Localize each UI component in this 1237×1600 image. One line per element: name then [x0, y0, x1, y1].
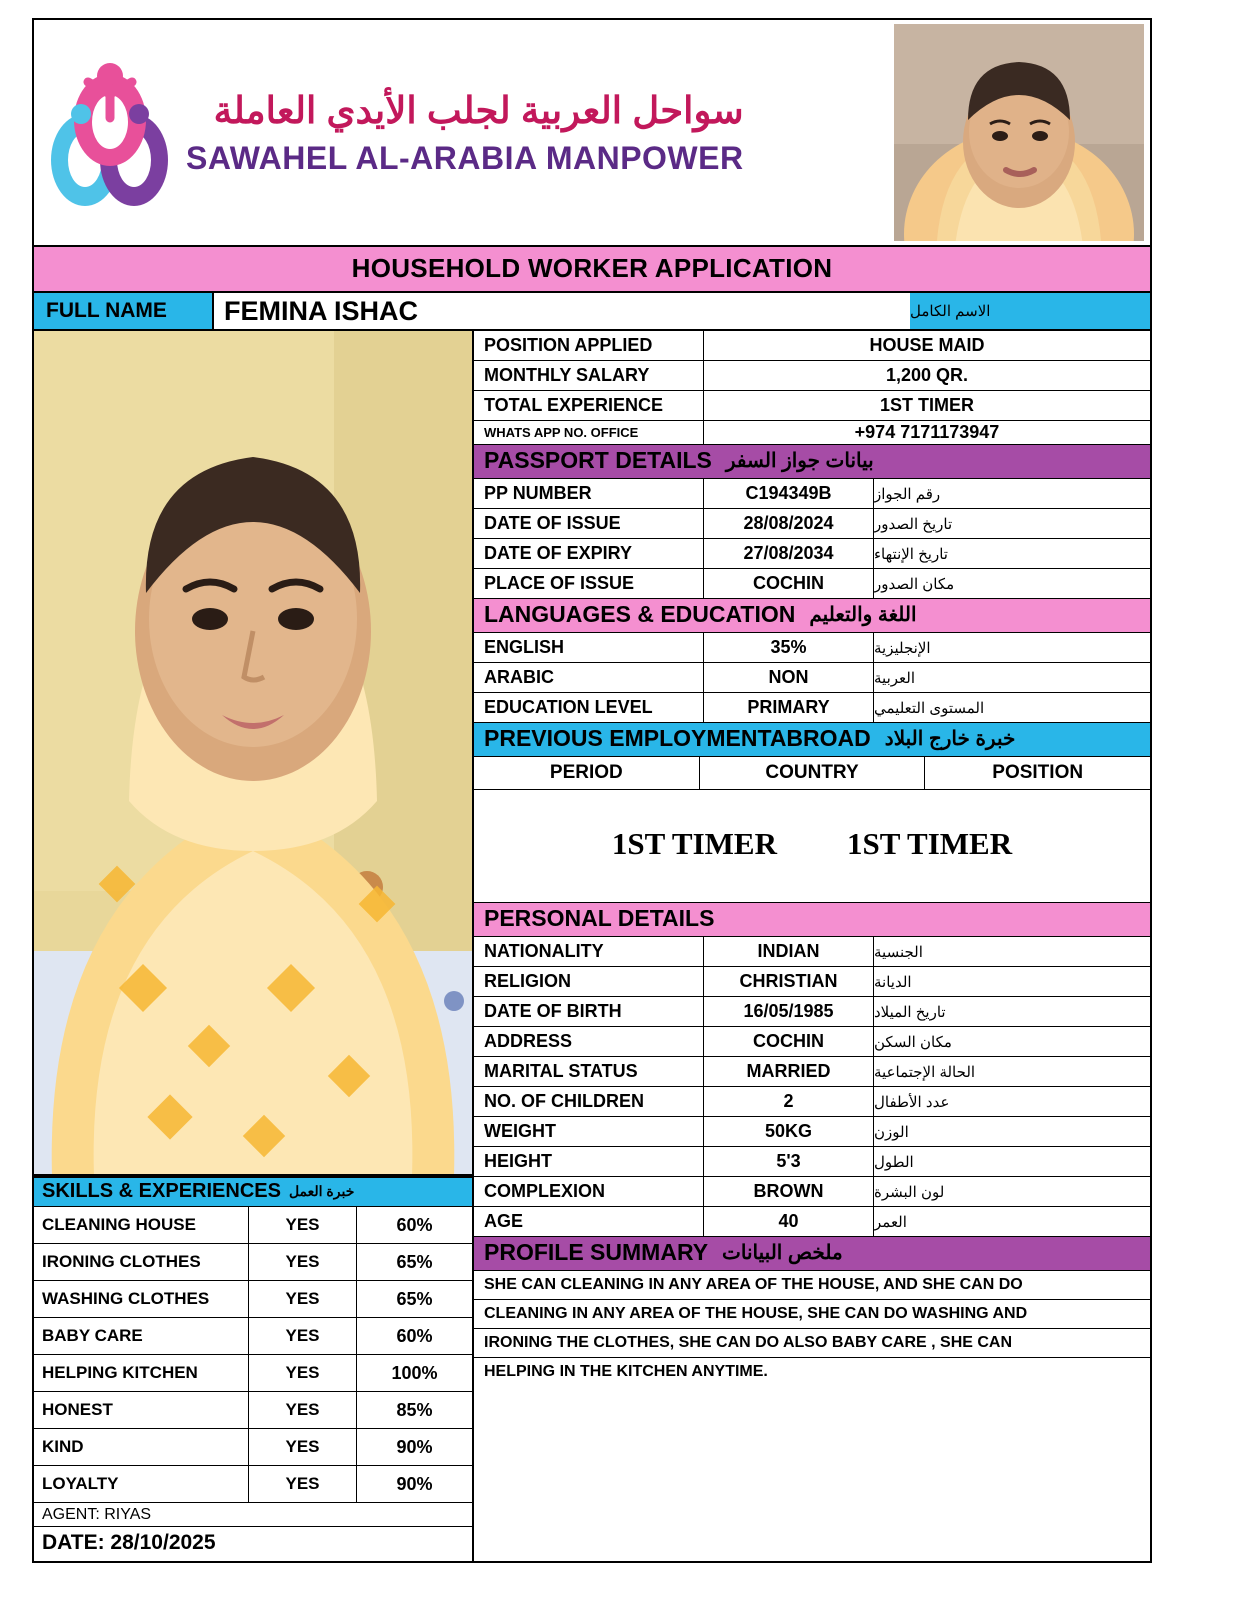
skills-heading-arabic: خبرة العمل — [288, 1183, 355, 1199]
field-value: 1,200 QR. — [885, 365, 969, 385]
field-label: PLACE OF ISSUE — [474, 569, 704, 598]
languages-table — [474, 633, 1150, 722]
table-row — [474, 479, 1150, 509]
field-value: HOUSE MAID — [869, 335, 985, 355]
skill-percent: 65% — [396, 1288, 433, 1309]
field-value: 40 — [704, 1207, 874, 1236]
field-value: 16/05/1985 — [704, 997, 874, 1026]
table-row — [474, 569, 1150, 598]
field-label: NO. OF CHILDREN — [474, 1087, 704, 1116]
brand-text — [186, 89, 744, 177]
application-sheet — [32, 18, 1152, 1563]
field-label-arabic: تاريخ الميلاد — [874, 1003, 946, 1021]
skill-percent: 90% — [396, 1436, 433, 1457]
table-row — [474, 937, 1150, 967]
skill-yes: YES — [249, 1466, 357, 1502]
field-label-arabic: العربية — [874, 669, 915, 687]
brand-block — [34, 20, 894, 245]
field-label: PP NUMBER — [474, 479, 704, 508]
table-row — [474, 693, 1150, 722]
document-body — [34, 331, 1150, 1561]
field-value: 2 — [704, 1087, 874, 1116]
table-row — [474, 331, 1150, 361]
application-table — [474, 331, 1150, 444]
skill-yes: YES — [249, 1207, 357, 1243]
skill-name: WASHING CLOTHES — [34, 1281, 249, 1317]
field-label: AGE — [474, 1207, 704, 1236]
full-name-label: FULL NAME — [34, 293, 214, 329]
table-row — [34, 1355, 472, 1392]
previous-employment-columns — [474, 757, 1150, 790]
personal-table — [474, 937, 1150, 1236]
full-name-row — [34, 293, 1150, 331]
personal-heading: PERSONAL DETAILS — [484, 905, 715, 931]
field-value: INDIAN — [704, 937, 874, 966]
field-label-arabic: المستوى التعليمي — [874, 699, 985, 717]
field-label-arabic: الديانة — [874, 973, 912, 991]
profile-summary-text — [474, 1271, 1150, 1386]
skill-name: IRONING CLOTHES — [34, 1244, 249, 1280]
summary-line: IRONING THE CLOTHES, SHE CAN DO ALSO BABY CARE , SHE CAN — [474, 1329, 1150, 1358]
previous-employment-section-header — [474, 722, 1150, 757]
field-value: 27/08/2034 — [704, 539, 874, 568]
skill-yes: YES — [249, 1244, 357, 1280]
skill-percent: 85% — [396, 1399, 433, 1420]
company-logo-icon — [48, 48, 168, 218]
table-row — [474, 997, 1150, 1027]
skill-percent: 60% — [396, 1214, 433, 1235]
skill-name: CLEANING HOUSE — [34, 1207, 249, 1243]
field-value: 35% — [704, 633, 874, 662]
previous-employment-heading: PREVIOUS EMPLOYMENTABROAD — [484, 725, 871, 751]
field-label-arabic: عدد الأطفال — [874, 1093, 950, 1111]
field-label-arabic: العمر — [874, 1213, 907, 1231]
field-label-arabic: الحالة الإجتماعية — [874, 1063, 976, 1081]
skill-name: HELPING KITCHEN — [34, 1355, 249, 1391]
summary-line: HELPING IN THE KITCHEN ANYTIME. — [484, 1363, 768, 1380]
column-header-period: PERIOD — [474, 757, 700, 789]
skill-percent: 60% — [396, 1325, 433, 1346]
table-row — [474, 663, 1150, 693]
column-header-country: COUNTRY — [700, 757, 926, 789]
profile-summary-section-header — [474, 1236, 1150, 1271]
applicant-portrait-large — [34, 331, 472, 1176]
summary-line: CLEANING IN ANY AREA OF THE HOUSE, SHE CAN DO WASHING AND — [474, 1300, 1150, 1329]
table-row — [474, 391, 1150, 421]
field-value: COCHIN — [704, 569, 874, 598]
full-name-value: FEMINA ISHAC — [214, 293, 910, 329]
skill-name: LOYALTY — [34, 1466, 249, 1502]
skill-yes: YES — [249, 1429, 357, 1465]
skills-table — [34, 1207, 472, 1503]
field-label: WHATS APP NO. OFFICE — [474, 421, 704, 444]
field-label: WEIGHT — [474, 1117, 704, 1146]
field-label-arabic: الوزن — [874, 1123, 909, 1141]
field-label-arabic: رقم الجواز — [874, 485, 941, 503]
skill-yes: YES — [249, 1392, 357, 1428]
field-label: DATE OF EXPIRY — [474, 539, 704, 568]
table-row — [34, 1466, 472, 1503]
field-value: 28/08/2024 — [704, 509, 874, 538]
table-row — [34, 1244, 472, 1281]
page-title: HOUSEHOLD WORKER APPLICATION — [34, 247, 1150, 293]
left-column — [34, 331, 474, 1561]
passport-heading-arabic: بيانات جواز السفر — [725, 450, 874, 472]
employment-entry: 1ST TIMER — [847, 826, 1013, 861]
table-row — [474, 1207, 1150, 1236]
table-row — [34, 1392, 472, 1429]
field-value: BROWN — [704, 1177, 874, 1206]
table-row — [474, 421, 1150, 444]
passport-section-header — [474, 444, 1150, 479]
column-header-position: POSITION — [992, 762, 1084, 783]
passport-heading: PASSPORT DETAILS — [484, 447, 712, 473]
field-label-arabic: الجنسية — [874, 943, 923, 961]
brand-name-arabic: سواحل العربية لجلب الأيدي العاملة — [213, 89, 744, 131]
field-value: CHRISTIAN — [704, 967, 874, 996]
field-label: POSITION APPLIED — [474, 331, 704, 360]
field-value: COCHIN — [704, 1027, 874, 1056]
field-value: MARRIED — [704, 1057, 874, 1086]
passport-table — [474, 479, 1150, 598]
field-label-arabic: الإنجليزية — [874, 639, 931, 657]
field-label-arabic: الطول — [874, 1153, 914, 1171]
field-label-arabic: تاريخ الصدور — [874, 515, 953, 533]
languages-heading: LANGUAGES & EDUCATION — [484, 601, 796, 627]
employment-entry: 1ST TIMER — [611, 826, 777, 861]
field-label-arabic: لون البشرة — [874, 1183, 945, 1201]
skill-percent: 100% — [391, 1362, 438, 1383]
table-row — [474, 539, 1150, 569]
field-label-arabic: مكان السكن — [874, 1033, 952, 1051]
table-row — [474, 509, 1150, 539]
field-label: DATE OF BIRTH — [474, 997, 704, 1026]
document-header — [34, 20, 1150, 247]
personal-section-header — [474, 902, 1150, 937]
application-date: DATE: 28/10/2025 — [42, 1531, 216, 1554]
field-label: DATE OF ISSUE — [474, 509, 704, 538]
field-label: ENGLISH — [474, 633, 704, 662]
skill-percent: 65% — [396, 1251, 433, 1272]
skill-yes: YES — [249, 1281, 357, 1317]
skills-heading: SKILLS & EXPERIENCES — [42, 1180, 281, 1202]
right-column — [474, 331, 1150, 1561]
skill-percent: 90% — [396, 1473, 433, 1494]
field-value: 50KG — [704, 1117, 874, 1146]
field-label: ARABIC — [474, 663, 704, 692]
table-row — [474, 1027, 1150, 1057]
field-label: NATIONALITY — [474, 937, 704, 966]
table-row — [474, 1177, 1150, 1207]
skill-yes: YES — [249, 1318, 357, 1354]
table-row — [34, 1281, 472, 1318]
languages-heading-arabic: اللغة والتعليم — [809, 604, 917, 626]
field-label: TOTAL EXPERIENCE — [474, 391, 704, 420]
brand-name-english: SAWAHEL AL-ARABIA MANPOWER — [186, 139, 744, 176]
skill-name: KIND — [34, 1429, 249, 1465]
table-row — [474, 1117, 1150, 1147]
field-value: PRIMARY — [704, 693, 874, 722]
field-value: NON — [704, 663, 874, 692]
skill-yes: YES — [249, 1355, 357, 1391]
languages-section-header — [474, 598, 1150, 633]
skill-name: HONEST — [34, 1392, 249, 1428]
field-label: EDUCATION LEVEL — [474, 693, 704, 722]
previous-employment-entries — [474, 790, 1150, 902]
field-value: +974 7171173947 — [854, 422, 1000, 442]
table-row — [34, 1207, 472, 1244]
profile-summary-heading-arabic: ملخص البيانات — [722, 1242, 843, 1264]
table-row — [474, 967, 1150, 997]
field-label: ADDRESS — [474, 1027, 704, 1056]
field-value: 1ST TIMER — [879, 395, 974, 415]
table-row — [474, 1147, 1150, 1177]
profile-summary-heading: PROFILE SUMMARY — [484, 1239, 709, 1265]
field-label: COMPLEXION — [474, 1177, 704, 1206]
previous-employment-heading-arabic: خبرة خارج البلاد — [884, 728, 1016, 750]
field-label: MARITAL STATUS — [474, 1057, 704, 1086]
table-row — [474, 361, 1150, 391]
table-row — [474, 633, 1150, 663]
field-label-arabic: مكان الصدور — [874, 575, 955, 593]
field-label: HEIGHT — [474, 1147, 704, 1176]
table-row — [474, 1087, 1150, 1117]
applicant-portrait-small — [894, 24, 1144, 241]
skills-section-header — [34, 1176, 472, 1207]
skill-name: BABY CARE — [34, 1318, 249, 1354]
field-label: RELIGION — [474, 967, 704, 996]
agent-name: AGENT: RIYAS — [34, 1503, 472, 1527]
field-label: MONTHLY SALARY — [474, 361, 704, 390]
field-value: 5'3 — [704, 1147, 874, 1176]
full-name-label-arabic: الاسم الكامل — [910, 293, 1150, 329]
summary-line: SHE CAN CLEANING IN ANY AREA OF THE HOUSE, AND SHE CAN DO — [474, 1271, 1150, 1300]
field-value: C194349B — [704, 479, 874, 508]
table-row — [34, 1318, 472, 1355]
table-row — [474, 1057, 1150, 1087]
field-label-arabic: تاريخ الإنتهاء — [874, 545, 948, 563]
table-row — [34, 1429, 472, 1466]
